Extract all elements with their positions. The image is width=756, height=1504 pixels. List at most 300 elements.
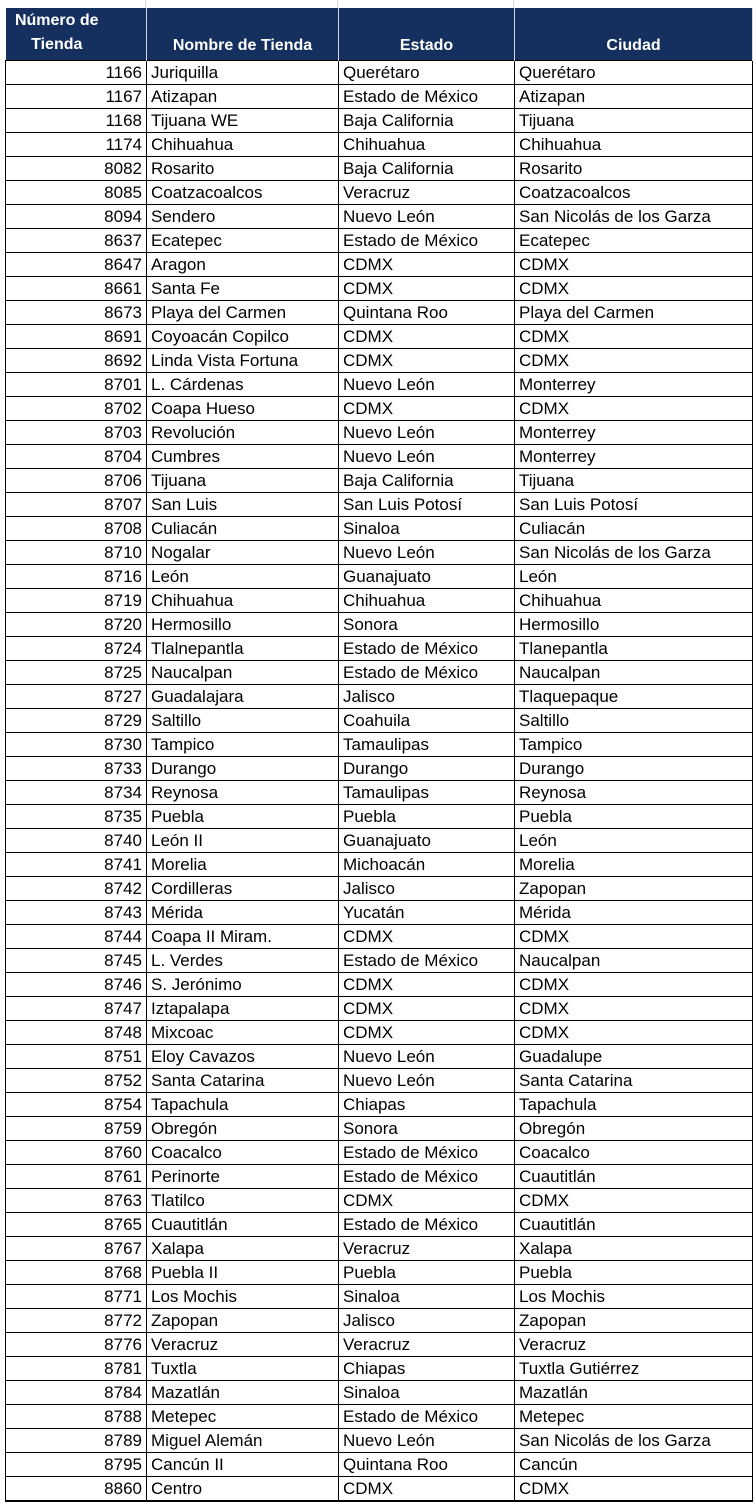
table-row: [6, 1309, 753, 1333]
cell-store-name[interactable]: Atizapan: [147, 85, 339, 109]
table-row: [6, 1405, 753, 1429]
cell-state[interactable]: Sinaloa: [339, 1285, 515, 1309]
cell-store-number[interactable]: 1168: [6, 109, 147, 133]
cell-store-name[interactable]: Saltillo: [147, 709, 339, 733]
cell-store-number[interactable]: 8702: [6, 397, 147, 421]
cell-store-number[interactable]: 8760: [6, 1141, 147, 1165]
cell-store-name[interactable]: L. Verdes: [147, 949, 339, 973]
cell-state[interactable]: Querétaro: [339, 61, 515, 85]
cell-state[interactable]: Nuevo León: [339, 541, 515, 565]
table-row: [6, 1381, 753, 1405]
cell-store-name[interactable]: Veracruz: [147, 1333, 339, 1357]
cell-store-name[interactable]: Puebla: [147, 805, 339, 829]
cell-store-number[interactable]: 8734: [6, 781, 147, 805]
table-row: [6, 85, 753, 109]
cell-state[interactable]: Guanajuato: [339, 829, 515, 853]
table-row: [6, 1453, 753, 1477]
table-row: [6, 1165, 753, 1189]
cell-state[interactable]: Yucatán: [339, 901, 515, 925]
cell-store-number[interactable]: 8704: [6, 445, 147, 469]
cell-state[interactable]: Estado de México: [339, 1213, 515, 1237]
cell-state[interactable]: Veracruz: [339, 1333, 515, 1357]
table-row: [6, 229, 753, 253]
table-row: [6, 613, 753, 637]
cell-city[interactable]: Monterrey: [515, 421, 753, 445]
cell-city[interactable]: CDMX: [515, 1477, 753, 1502]
cell-store-name[interactable]: Puebla II: [147, 1261, 339, 1285]
cell-store-number[interactable]: 8094: [6, 205, 147, 229]
cell-store-number[interactable]: 8725: [6, 661, 147, 685]
cell-store-name[interactable]: Reynosa: [147, 781, 339, 805]
cell-city[interactable]: Metepec: [515, 1405, 753, 1429]
cell-store-name[interactable]: San Luis: [147, 493, 339, 517]
cell-store-number[interactable]: 8724: [6, 637, 147, 661]
cell-store-name[interactable]: Santa Catarina: [147, 1069, 339, 1093]
cell-city[interactable]: Cuautitlán: [515, 1165, 753, 1189]
cell-store-name[interactable]: Coapa II Miram.: [147, 925, 339, 949]
cell-state[interactable]: Estado de México: [339, 1165, 515, 1189]
cell-store-name[interactable]: Los Mochis: [147, 1285, 339, 1309]
cell-state[interactable]: CDMX: [339, 1477, 515, 1502]
table-row: [6, 1261, 753, 1285]
table-row: [6, 1477, 753, 1502]
cell-store-number[interactable]: 8691: [6, 325, 147, 349]
cell-store-name[interactable]: Cancún II: [147, 1453, 339, 1477]
cell-state[interactable]: CDMX: [339, 973, 515, 997]
cell-store-name[interactable]: Tlatilco: [147, 1189, 339, 1213]
cell-store-name[interactable]: Rosarito: [147, 157, 339, 181]
cell-store-name[interactable]: Perinorte: [147, 1165, 339, 1189]
cell-city[interactable]: Chihuahua: [515, 589, 753, 613]
cell-state[interactable]: Nuevo León: [339, 445, 515, 469]
cell-state[interactable]: Jalisco: [339, 1309, 515, 1333]
cell-store-number[interactable]: 8707: [6, 493, 147, 517]
cell-store-name[interactable]: Coyoacán Copilco: [147, 325, 339, 349]
cell-store-number[interactable]: 8729: [6, 709, 147, 733]
cell-store-name[interactable]: Morelia: [147, 853, 339, 877]
cell-state[interactable]: Baja California: [339, 469, 515, 493]
cell-store-number[interactable]: 1166: [6, 61, 147, 85]
cell-store-name[interactable]: L. Cárdenas: [147, 373, 339, 397]
cell-store-number[interactable]: 8752: [6, 1069, 147, 1093]
cell-store-number[interactable]: 8730: [6, 733, 147, 757]
cell-store-name[interactable]: Naucalpan: [147, 661, 339, 685]
cell-store-name[interactable]: Miguel Alemán: [147, 1429, 339, 1453]
cell-city[interactable]: Tuxtla Gutiérrez: [515, 1357, 753, 1381]
table-row: [6, 973, 753, 997]
cell-state[interactable]: CDMX: [339, 253, 515, 277]
cell-store-name[interactable]: Tampico: [147, 733, 339, 757]
table-row: [6, 1333, 753, 1357]
cell-store-name[interactable]: Obregón: [147, 1117, 339, 1141]
cell-state[interactable]: Puebla: [339, 1261, 515, 1285]
table-row: [6, 829, 753, 853]
cell-store-number[interactable]: 1167: [6, 85, 147, 109]
cell-store-number[interactable]: 8771: [6, 1285, 147, 1309]
table-row: [6, 1141, 753, 1165]
cell-store-number[interactable]: 8765: [6, 1213, 147, 1237]
cell-city[interactable]: Rosarito: [515, 157, 753, 181]
cell-store-name[interactable]: León: [147, 565, 339, 589]
header-store-name[interactable]: Nombre de Tienda: [147, 8, 339, 61]
cell-city[interactable]: Coatzacoalcos: [515, 181, 753, 205]
cell-store-name[interactable]: Revolución: [147, 421, 339, 445]
cell-store-name[interactable]: Mérida: [147, 901, 339, 925]
cell-store-number[interactable]: 8637: [6, 229, 147, 253]
cell-state[interactable]: Chiapas: [339, 1093, 515, 1117]
cell-store-number[interactable]: 8716: [6, 565, 147, 589]
cell-store-number[interactable]: 8781: [6, 1357, 147, 1381]
cell-city[interactable]: CDMX: [515, 1189, 753, 1213]
header-city[interactable]: Ciudad: [515, 8, 753, 61]
cell-city[interactable]: CDMX: [515, 1021, 753, 1045]
table-row: [6, 493, 753, 517]
table-row: [6, 1357, 753, 1381]
cell-state[interactable]: Estado de México: [339, 637, 515, 661]
cell-state[interactable]: CDMX: [339, 997, 515, 1021]
cell-city[interactable]: Querétaro: [515, 61, 753, 85]
cell-state[interactable]: CDMX: [339, 349, 515, 373]
cell-city[interactable]: Monterrey: [515, 445, 753, 469]
cell-state[interactable]: San Luis Potosí: [339, 493, 515, 517]
cell-state[interactable]: Sinaloa: [339, 1381, 515, 1405]
cell-store-name[interactable]: Aragon: [147, 253, 339, 277]
table-row: [6, 349, 753, 373]
cell-city[interactable]: San Nicolás de los Garza: [515, 541, 753, 565]
cell-state[interactable]: CDMX: [339, 1021, 515, 1045]
cell-store-number[interactable]: 8710: [6, 541, 147, 565]
cell-state[interactable]: Chihuahua: [339, 133, 515, 157]
cell-state[interactable]: Nuevo León: [339, 373, 515, 397]
table-row: [6, 397, 753, 421]
cell-city[interactable]: Mérida: [515, 901, 753, 925]
cell-store-number[interactable]: 8759: [6, 1117, 147, 1141]
cell-city[interactable]: CDMX: [515, 325, 753, 349]
cell-store-number[interactable]: 8763: [6, 1189, 147, 1213]
cell-store-number[interactable]: 8085: [6, 181, 147, 205]
table-row: [6, 1237, 753, 1261]
cell-store-number[interactable]: 8744: [6, 925, 147, 949]
table-row: [6, 781, 753, 805]
cell-store-number[interactable]: 8748: [6, 1021, 147, 1045]
cell-state[interactable]: Nuevo León: [339, 1429, 515, 1453]
table-row: [6, 1213, 753, 1237]
cell-state[interactable]: Nuevo León: [339, 205, 515, 229]
cell-store-number[interactable]: 8720: [6, 613, 147, 637]
cell-state[interactable]: CDMX: [339, 325, 515, 349]
cell-store-number[interactable]: 8860: [6, 1477, 147, 1502]
cell-state[interactable]: CDMX: [339, 925, 515, 949]
cell-city[interactable]: CDMX: [515, 397, 753, 421]
cell-state[interactable]: Chiapas: [339, 1357, 515, 1381]
cell-state[interactable]: Michoacán: [339, 853, 515, 877]
cell-city[interactable]: Culiacán: [515, 517, 753, 541]
cell-city[interactable]: Atizapan: [515, 85, 753, 109]
cell-city[interactable]: Tlanepantla: [515, 637, 753, 661]
cell-city[interactable]: Cuautitlán: [515, 1213, 753, 1237]
cell-city[interactable]: Guadalupe: [515, 1045, 753, 1069]
cell-city[interactable]: CDMX: [515, 973, 753, 997]
table-row: [6, 733, 753, 757]
cell-state[interactable]: Estado de México: [339, 1141, 515, 1165]
cell-state[interactable]: Tamaulipas: [339, 781, 515, 805]
cell-city[interactable]: Cancún: [515, 1453, 753, 1477]
cell-store-name[interactable]: Durango: [147, 757, 339, 781]
cell-store-number[interactable]: 8772: [6, 1309, 147, 1333]
cell-store-name[interactable]: Mazatlán: [147, 1381, 339, 1405]
cell-store-name[interactable]: Nogalar: [147, 541, 339, 565]
cell-store-number[interactable]: 8768: [6, 1261, 147, 1285]
table-row: [6, 157, 753, 181]
cell-store-number[interactable]: 8741: [6, 853, 147, 877]
cell-city[interactable]: San Nicolás de los Garza: [515, 205, 753, 229]
header-store-number[interactable]: Número de Tienda: [6, 8, 147, 61]
cell-store-name[interactable]: Eloy Cavazos: [147, 1045, 339, 1069]
cell-state[interactable]: Nuevo León: [339, 1069, 515, 1093]
cell-city[interactable]: Naucalpan: [515, 949, 753, 973]
cell-city[interactable]: Los Mochis: [515, 1285, 753, 1309]
cell-store-number[interactable]: 8673: [6, 301, 147, 325]
cell-store-number[interactable]: 8740: [6, 829, 147, 853]
cell-store-name[interactable]: Tlalnepantla: [147, 637, 339, 661]
cell-store-number[interactable]: 8789: [6, 1429, 147, 1453]
cell-state[interactable]: Coahuila: [339, 709, 515, 733]
cell-city[interactable]: Obregón: [515, 1117, 753, 1141]
cell-store-name[interactable]: Juriquilla: [147, 61, 339, 85]
cell-store-name[interactable]: Cuautitlán: [147, 1213, 339, 1237]
cell-store-number[interactable]: 8795: [6, 1453, 147, 1477]
table-row: [6, 517, 753, 541]
table-row: [6, 61, 753, 85]
table-row: [6, 109, 753, 133]
cell-store-name[interactable]: León II: [147, 829, 339, 853]
cell-state[interactable]: Quintana Roo: [339, 301, 515, 325]
cell-city[interactable]: San Luis Potosí: [515, 493, 753, 517]
cell-store-number[interactable]: 8735: [6, 805, 147, 829]
cell-state[interactable]: Estado de México: [339, 1405, 515, 1429]
cell-state[interactable]: Tamaulipas: [339, 733, 515, 757]
cell-state[interactable]: Estado de México: [339, 229, 515, 253]
header-state[interactable]: Estado: [339, 8, 515, 61]
cell-store-name[interactable]: Mixcoac: [147, 1021, 339, 1045]
cell-state[interactable]: Nuevo León: [339, 421, 515, 445]
cell-city[interactable]: CDMX: [515, 277, 753, 301]
sheet-top-gridlines: [0, 0, 756, 8]
cell-state[interactable]: Baja California: [339, 157, 515, 181]
cell-store-name[interactable]: Hermosillo: [147, 613, 339, 637]
cell-store-number[interactable]: 8708: [6, 517, 147, 541]
cell-store-number[interactable]: 8745: [6, 949, 147, 973]
cell-state[interactable]: Jalisco: [339, 877, 515, 901]
cell-store-name[interactable]: Coatzacoalcos: [147, 181, 339, 205]
cell-store-number[interactable]: 8788: [6, 1405, 147, 1429]
cell-state[interactable]: Quintana Roo: [339, 1453, 515, 1477]
cell-city[interactable]: CDMX: [515, 925, 753, 949]
gridline: [513, 0, 514, 8]
cell-store-name[interactable]: Coapa Hueso: [147, 397, 339, 421]
cell-city[interactable]: Ecatepec: [515, 229, 753, 253]
cell-city[interactable]: San Nicolás de los Garza: [515, 1429, 753, 1453]
cell-store-name[interactable]: Culiacán: [147, 517, 339, 541]
cell-city[interactable]: Morelia: [515, 853, 753, 877]
cell-city[interactable]: Zapopan: [515, 877, 753, 901]
cell-store-name[interactable]: Guadalajara: [147, 685, 339, 709]
table-row: [6, 1045, 753, 1069]
cell-store-number[interactable]: 8719: [6, 589, 147, 613]
table-row: [6, 1189, 753, 1213]
cell-store-number[interactable]: 8747: [6, 997, 147, 1021]
cell-state[interactable]: Jalisco: [339, 685, 515, 709]
cell-store-name[interactable]: Ecatepec: [147, 229, 339, 253]
cell-store-number[interactable]: 8733: [6, 757, 147, 781]
cell-state[interactable]: CDMX: [339, 277, 515, 301]
cell-store-number[interactable]: 1174: [6, 133, 147, 157]
cell-store-number[interactable]: 8743: [6, 901, 147, 925]
gridline: [145, 0, 146, 8]
cell-store-name[interactable]: Tuxtla: [147, 1357, 339, 1381]
cell-store-number[interactable]: 8742: [6, 877, 147, 901]
cell-city[interactable]: León: [515, 565, 753, 589]
cell-city[interactable]: CDMX: [515, 997, 753, 1021]
table-row: [6, 925, 753, 949]
cell-state[interactable]: CDMX: [339, 1189, 515, 1213]
table-row: [6, 1429, 753, 1453]
cell-store-number[interactable]: 8647: [6, 253, 147, 277]
table-body: [6, 61, 753, 1502]
cell-state[interactable]: Puebla: [339, 805, 515, 829]
cell-store-name[interactable]: Metepec: [147, 1405, 339, 1429]
cell-store-number[interactable]: 8751: [6, 1045, 147, 1069]
table-row: [6, 445, 753, 469]
cell-city[interactable]: Hermosillo: [515, 613, 753, 637]
cell-state[interactable]: Estado de México: [339, 949, 515, 973]
cell-state[interactable]: CDMX: [339, 397, 515, 421]
table-row: [6, 421, 753, 445]
cell-city[interactable]: CDMX: [515, 253, 753, 277]
cell-store-name[interactable]: Sendero: [147, 205, 339, 229]
cell-city[interactable]: CDMX: [515, 349, 753, 373]
cell-store-name[interactable]: Tapachula: [147, 1093, 339, 1117]
table-row: [6, 373, 753, 397]
table-row: [6, 685, 753, 709]
cell-store-name[interactable]: Zapopan: [147, 1309, 339, 1333]
cell-city[interactable]: Zapopan: [515, 1309, 753, 1333]
cell-city[interactable]: Tampico: [515, 733, 753, 757]
table-row: [6, 1021, 753, 1045]
cell-store-number[interactable]: 8784: [6, 1381, 147, 1405]
cell-city[interactable]: Reynosa: [515, 781, 753, 805]
table-row: [6, 901, 753, 925]
cell-city[interactable]: Playa del Carmen: [515, 301, 753, 325]
table-row: [6, 589, 753, 613]
cell-store-name[interactable]: S. Jerónimo: [147, 973, 339, 997]
cell-city[interactable]: Tlaquepaque: [515, 685, 753, 709]
table-row: [6, 301, 753, 325]
cell-city[interactable]: Puebla: [515, 1261, 753, 1285]
cell-city[interactable]: León: [515, 829, 753, 853]
cell-store-number[interactable]: 8754: [6, 1093, 147, 1117]
table-row: [6, 541, 753, 565]
cell-store-number[interactable]: 8761: [6, 1165, 147, 1189]
cell-city[interactable]: Durango: [515, 757, 753, 781]
cell-state[interactable]: Estado de México: [339, 85, 515, 109]
cell-store-number[interactable]: 8706: [6, 469, 147, 493]
cell-store-name[interactable]: Chihuahua: [147, 589, 339, 613]
cell-store-name[interactable]: Xalapa: [147, 1237, 339, 1261]
cell-store-name[interactable]: Tijuana WE: [147, 109, 339, 133]
table-row: [6, 205, 753, 229]
table-row: [6, 277, 753, 301]
cell-store-number[interactable]: 8746: [6, 973, 147, 997]
cell-store-name[interactable]: Santa Fe: [147, 277, 339, 301]
table-row: [6, 997, 753, 1021]
table-row: [6, 637, 753, 661]
table-row: [6, 853, 753, 877]
table-row: [6, 1093, 753, 1117]
table-row: [6, 253, 753, 277]
cell-store-name[interactable]: Chihuahua: [147, 133, 339, 157]
cell-store-number[interactable]: 8082: [6, 157, 147, 181]
cell-state[interactable]: Veracruz: [339, 181, 515, 205]
cell-store-number[interactable]: 8767: [6, 1237, 147, 1261]
cell-store-number[interactable]: 8692: [6, 349, 147, 373]
cell-store-name[interactable]: Cumbres: [147, 445, 339, 469]
cell-state[interactable]: Guanajuato: [339, 565, 515, 589]
cell-state[interactable]: Durango: [339, 757, 515, 781]
cell-store-name[interactable]: Coacalco: [147, 1141, 339, 1165]
cell-city[interactable]: Veracruz: [515, 1333, 753, 1357]
table-row: [6, 949, 753, 973]
table-row: [6, 1117, 753, 1141]
cell-store-name[interactable]: Playa del Carmen: [147, 301, 339, 325]
cell-store-number[interactable]: 8701: [6, 373, 147, 397]
cell-store-number[interactable]: 8703: [6, 421, 147, 445]
cell-city[interactable]: Coacalco: [515, 1141, 753, 1165]
cell-store-number[interactable]: 8661: [6, 277, 147, 301]
table-row: [6, 565, 753, 589]
cell-city[interactable]: Mazatlán: [515, 1381, 753, 1405]
cell-state[interactable]: Sonora: [339, 613, 515, 637]
cell-city[interactable]: Chihuahua: [515, 133, 753, 157]
cell-state[interactable]: Baja California: [339, 109, 515, 133]
cell-city[interactable]: Naucalpan: [515, 661, 753, 685]
cell-city[interactable]: Tapachula: [515, 1093, 753, 1117]
cell-store-name[interactable]: Centro: [147, 1477, 339, 1502]
table-row: [6, 133, 753, 157]
cell-state[interactable]: Sinaloa: [339, 517, 515, 541]
table-row: [6, 181, 753, 205]
cell-store-number[interactable]: 8727: [6, 685, 147, 709]
cell-city[interactable]: Monterrey: [515, 373, 753, 397]
cell-city[interactable]: Tijuana: [515, 109, 753, 133]
cell-store-name[interactable]: Tijuana: [147, 469, 339, 493]
cell-city[interactable]: Tijuana: [515, 469, 753, 493]
cell-state[interactable]: Estado de México: [339, 661, 515, 685]
table-row: [6, 469, 753, 493]
cell-city[interactable]: Santa Catarina: [515, 1069, 753, 1093]
cell-state[interactable]: Chihuahua: [339, 589, 515, 613]
cell-state[interactable]: Sonora: [339, 1117, 515, 1141]
cell-city[interactable]: Xalapa: [515, 1237, 753, 1261]
cell-state[interactable]: Veracruz: [339, 1237, 515, 1261]
cell-city[interactable]: Puebla: [515, 805, 753, 829]
cell-store-name[interactable]: Cordilleras: [147, 877, 339, 901]
cell-store-name[interactable]: Iztapalapa: [147, 997, 339, 1021]
cell-store-name[interactable]: Linda Vista Fortuna: [147, 349, 339, 373]
cell-state[interactable]: Nuevo León: [339, 1045, 515, 1069]
cell-store-number[interactable]: 8776: [6, 1333, 147, 1357]
cell-city[interactable]: Saltillo: [515, 709, 753, 733]
